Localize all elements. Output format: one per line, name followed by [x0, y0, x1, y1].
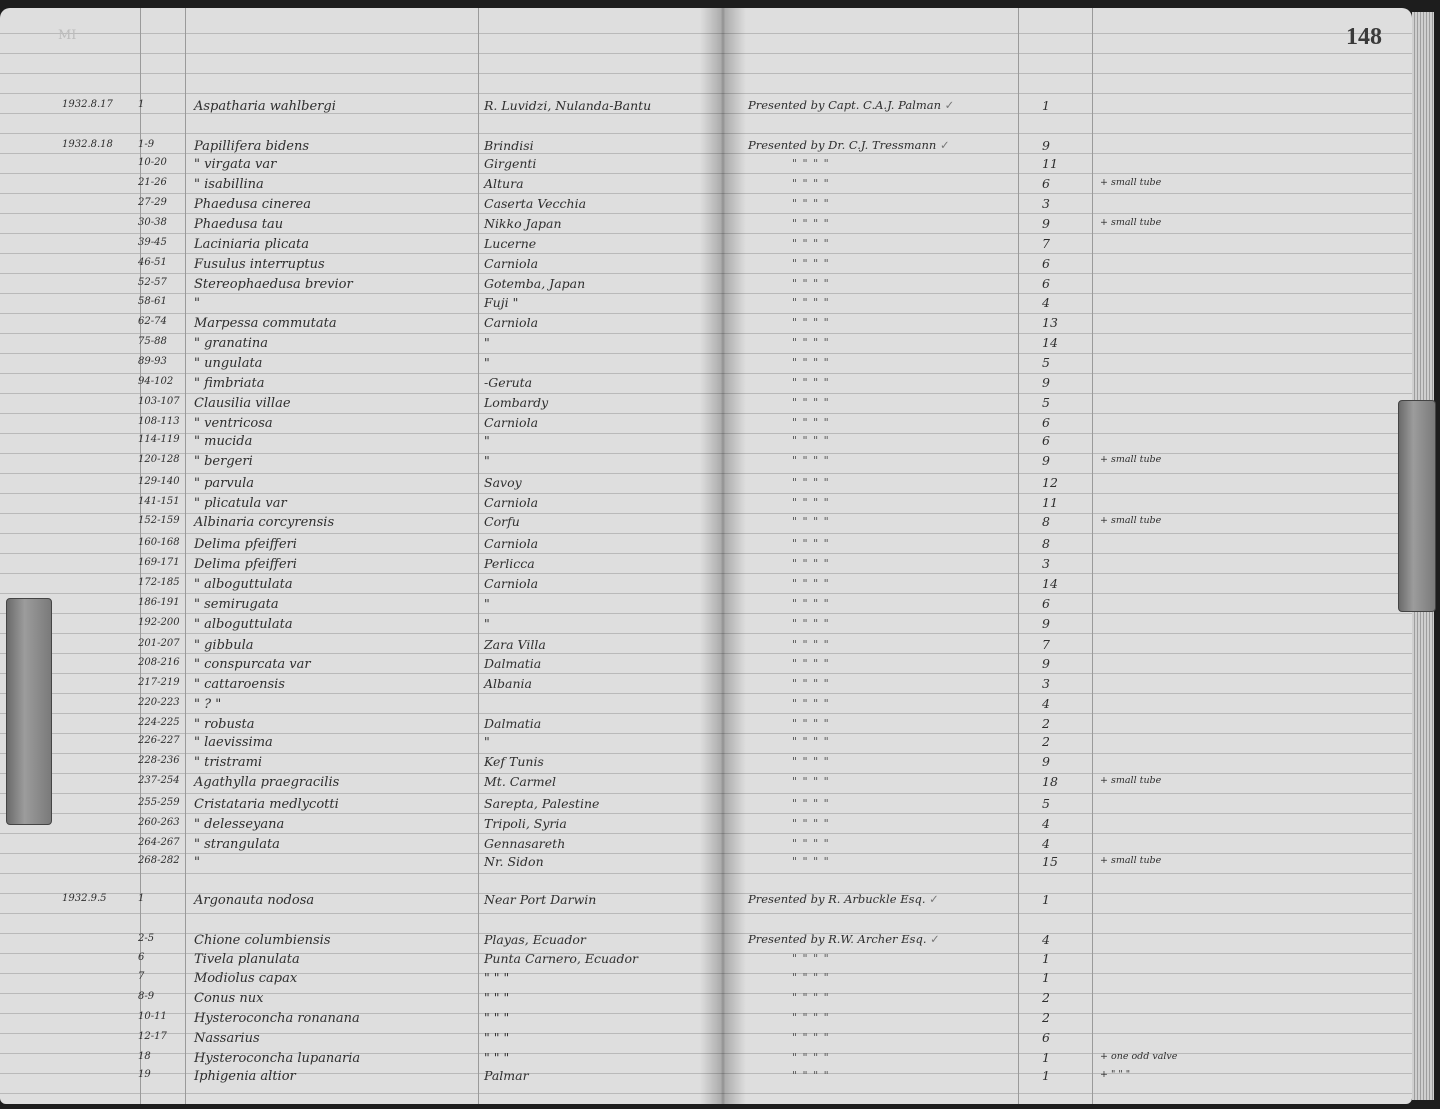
species-name: Modiolus capax	[194, 971, 298, 986]
register-number: 220-223	[138, 697, 180, 708]
donor-ditto: " " " "	[792, 617, 830, 630]
species-name: " gibbula	[194, 638, 254, 653]
donor-ditto: " " " "	[792, 657, 830, 670]
register-number: 58-61	[138, 296, 167, 307]
species-name: Delima pfeifferi	[194, 557, 297, 572]
species-name: Chione columbiensis	[194, 933, 331, 948]
register-number: 114-119	[138, 434, 180, 445]
specimen-count: 4	[1042, 932, 1050, 947]
remark: + small tube	[1100, 454, 1162, 465]
locality: Corfu	[484, 514, 520, 529]
donor-ditto: " " " "	[792, 1031, 830, 1044]
register-number: 12-17	[138, 1031, 167, 1042]
donor-ditto: " " " "	[792, 296, 830, 309]
locality: Carniola	[484, 495, 539, 510]
donor-ditto: " " " "	[792, 817, 830, 830]
specimen-count: 6	[1042, 433, 1050, 448]
donor-ditto: " " " "	[792, 577, 830, 590]
column-rule	[478, 8, 479, 1104]
species-name: " isabillina	[194, 177, 264, 192]
register-number: 260-263	[138, 817, 180, 828]
locality: Brindisi	[484, 138, 534, 153]
species-name: Papillifera bidens	[194, 139, 310, 154]
species-name: Marpessa commutata	[194, 316, 337, 331]
donor-ditto: " " " "	[792, 434, 830, 447]
register-number: 108-113	[138, 416, 180, 427]
specimen-count: 5	[1042, 796, 1050, 811]
register-number: 18	[138, 1051, 151, 1062]
specimen-count: 1	[1042, 1050, 1050, 1065]
locality: "	[484, 734, 490, 749]
register-number: 224-225	[138, 717, 180, 728]
specimen-count: 9	[1042, 656, 1050, 671]
donor-ditto: " " " "	[792, 797, 830, 810]
register-number: 186-191	[138, 597, 180, 608]
specimen-count: 3	[1042, 556, 1050, 571]
locality: "	[484, 453, 490, 468]
species-name: Phaedusa tau	[194, 217, 284, 232]
specimen-count: 9	[1042, 754, 1050, 769]
register-number: 27-29	[138, 197, 167, 208]
specimen-count: 3	[1042, 196, 1050, 211]
species-name: " semirugata	[194, 597, 279, 612]
donor-ditto: " " " "	[792, 537, 830, 550]
locality: Sarepta, Palestine	[484, 796, 600, 811]
specimen-count: 2	[1042, 716, 1050, 731]
register-number: 226-227	[138, 735, 180, 746]
register-number: 160-168	[138, 537, 180, 548]
remark: + small tube	[1100, 855, 1162, 866]
donor-ditto: " " " "	[792, 157, 830, 170]
specimen-count: 6	[1042, 256, 1050, 271]
locality: Carniola	[484, 315, 539, 330]
species-name: Aspatharia wahlbergi	[194, 99, 336, 114]
locality: Lombardy	[484, 395, 549, 410]
species-name: " granatina	[194, 336, 269, 351]
locality: Nr. Sidon	[484, 854, 544, 869]
donor-ditto: " " " "	[792, 735, 830, 748]
locality: Caserta Vecchia	[484, 196, 587, 211]
column-rule	[185, 8, 186, 1104]
register-number: 208-216	[138, 657, 180, 668]
species-name: " conspurcata var	[194, 657, 311, 672]
donor-ditto: " " " "	[792, 717, 830, 730]
specimen-count: 2	[1042, 734, 1050, 749]
check-mark-icon: ✓	[925, 892, 939, 906]
register-number: 169-171	[138, 557, 180, 568]
specimen-count: 5	[1042, 395, 1050, 410]
donor-ditto: " " " "	[792, 376, 830, 389]
donor-ditto: " " " "	[792, 677, 830, 690]
locality: Gotemba, Japan	[484, 276, 586, 291]
donor-ditto: " " " "	[792, 277, 830, 290]
locality: " " "	[484, 1030, 510, 1045]
species-name: Iphigenia altior	[194, 1069, 296, 1084]
accession-date: 1932.8.17	[62, 99, 113, 110]
donor: Presented by R.W. Archer Esq. ✓	[748, 932, 940, 946]
locality: Lucerne	[484, 236, 537, 251]
remark: + small tube	[1100, 217, 1162, 228]
donor-ditto: " " " "	[792, 356, 830, 369]
register-number: 2-5	[138, 933, 155, 944]
specimen-count: 1	[1042, 892, 1050, 907]
register-number: 89-93	[138, 356, 167, 367]
species-name: " ventricosa	[194, 416, 273, 431]
locality: Zara Villa	[484, 637, 546, 652]
column-rule	[1018, 8, 1019, 1104]
register-number: 217-219	[138, 677, 180, 688]
locality: Perlicca	[484, 556, 535, 571]
register-number: 10-11	[138, 1011, 167, 1022]
species-name: " laevissima	[194, 735, 273, 750]
donor-ditto: " " " "	[792, 336, 830, 349]
accession-date: 1932.8.18	[62, 139, 113, 150]
register-number: 268-282	[138, 855, 180, 866]
left-page	[0, 8, 722, 1104]
register-number: 30-38	[138, 217, 167, 228]
locality: " " "	[484, 1050, 510, 1065]
species-name: Phaedusa cinerea	[194, 197, 311, 212]
locality: Albania	[484, 676, 532, 691]
donor-ditto: " " " "	[792, 697, 830, 710]
specimen-count: 7	[1042, 236, 1050, 251]
specimen-count: 8	[1042, 536, 1050, 551]
locality: Near Port Darwin	[484, 892, 597, 907]
donor-ditto: " " " "	[792, 775, 830, 788]
specimen-count: 14	[1042, 335, 1058, 350]
register-number: 52-57	[138, 277, 167, 288]
locality: " " "	[484, 990, 510, 1005]
register-number: 141-151	[138, 496, 180, 507]
specimen-count: 3	[1042, 676, 1050, 691]
species-name: " bergeri	[194, 454, 253, 469]
species-name: " plicatula var	[194, 496, 287, 511]
corner-mark: MI	[58, 28, 77, 43]
register-number: 237-254	[138, 775, 180, 786]
species-name: " parvula	[194, 476, 255, 491]
specimen-count: 9	[1042, 453, 1050, 468]
donor-ditto: " " " "	[792, 476, 830, 489]
locality: Dalmatia	[484, 716, 542, 731]
donor-ditto: " " " "	[792, 837, 830, 850]
specimen-count: 1	[1042, 1068, 1050, 1083]
species-name: " alboguttulata	[194, 617, 293, 632]
register-number: 75-88	[138, 336, 167, 347]
species-name: " ungulata	[194, 356, 263, 371]
register-number: 6	[138, 952, 145, 963]
register-number: 10-20	[138, 157, 167, 168]
species-name: " cattaroensis	[194, 677, 285, 692]
species-name: Conus nux	[194, 991, 264, 1006]
donor-ditto: " " " "	[792, 496, 830, 509]
remark: + small tube	[1100, 177, 1162, 188]
register-number: 172-185	[138, 577, 180, 588]
species-name: Stereophaedusa brevior	[194, 277, 353, 292]
donor-ditto: " " " "	[792, 316, 830, 329]
donor-ditto: " " " "	[792, 237, 830, 250]
donor-ditto: " " " "	[792, 557, 830, 570]
column-rule	[1092, 8, 1093, 1104]
register-number: 7	[138, 971, 145, 982]
donor-ditto: " " " "	[792, 416, 830, 429]
remark: + " " "	[1100, 1069, 1131, 1080]
species-name: " mucida	[194, 434, 253, 449]
donor-ditto: " " " "	[792, 454, 830, 467]
locality: Punta Carnero, Ecuador	[484, 951, 638, 966]
donor-ditto: " " " "	[792, 1011, 830, 1024]
donor-ditto: " " " "	[792, 991, 830, 1004]
locality: " " "	[484, 1010, 510, 1025]
locality: Kef Tunis	[484, 754, 544, 769]
donor: Presented by Capt. C.A.J. Palman ✓	[748, 98, 955, 112]
locality: "	[484, 596, 490, 611]
donor: Presented by Dr. C.J. Tressmann ✓	[748, 138, 950, 152]
species-name: "	[194, 296, 200, 311]
locality: "	[484, 355, 490, 370]
species-name: Fusulus interruptus	[194, 257, 325, 272]
donor-ditto: " " " "	[792, 638, 830, 651]
specimen-count: 1	[1042, 951, 1050, 966]
locality: -Geruta	[484, 375, 533, 390]
locality: Carniola	[484, 536, 539, 551]
locality: Altura	[484, 176, 524, 191]
register-number: 120-128	[138, 454, 180, 465]
locality: Playas, Ecuador	[484, 932, 586, 947]
register-number: 46-51	[138, 257, 167, 268]
page-number: 148	[1346, 24, 1382, 50]
register-number: 19	[138, 1069, 151, 1080]
locality: "	[484, 616, 490, 631]
register-number: 1-9	[138, 139, 155, 150]
register-number: 201-207	[138, 638, 180, 649]
species-name: Laciniaria plicata	[194, 237, 310, 252]
register-number: 152-159	[138, 515, 180, 526]
specimen-count: 6	[1042, 596, 1050, 611]
donor-ditto: " " " "	[792, 971, 830, 984]
locality: Girgenti	[484, 156, 537, 171]
locality: R. Luvidzi, Nulanda-Bantu	[484, 98, 652, 113]
specimen-count: 9	[1042, 138, 1050, 153]
specimen-count: 6	[1042, 415, 1050, 430]
donor-ditto: " " " "	[792, 597, 830, 610]
species-name: Argonauta nodosa	[194, 893, 315, 908]
donor-ditto: " " " "	[792, 855, 830, 868]
species-name: " ? "	[194, 697, 222, 712]
register-number: 255-259	[138, 797, 180, 808]
specimen-count: 9	[1042, 216, 1050, 231]
index-tab-right	[1398, 400, 1436, 612]
specimen-count: 5	[1042, 355, 1050, 370]
locality: Carniola	[484, 415, 539, 430]
species-name: Albinaria corcyrensis	[194, 515, 335, 530]
donor-ditto: " " " "	[792, 197, 830, 210]
register-number: 21-26	[138, 177, 167, 188]
species-name: " strangulata	[194, 837, 280, 852]
specimen-count: 14	[1042, 576, 1058, 591]
species-name: " tristrami	[194, 755, 263, 770]
register-number: 1	[138, 893, 145, 904]
locality: Mt. Carmel	[484, 774, 557, 789]
specimen-count: 7	[1042, 637, 1050, 652]
register-number: 62-74	[138, 316, 167, 327]
specimen-count: 8	[1042, 514, 1050, 529]
donor-ditto: " " " "	[792, 177, 830, 190]
species-name: Delima pfeifferi	[194, 537, 297, 552]
locality: Dalmatia	[484, 656, 542, 671]
check-mark-icon: ✓	[941, 98, 955, 112]
specimen-count: 4	[1042, 295, 1050, 310]
species-name: " delesseyana	[194, 817, 285, 832]
accession-date: 1932.9.5	[62, 893, 107, 904]
specimen-count: 2	[1042, 1010, 1050, 1025]
register-number: 103-107	[138, 396, 180, 407]
register-number: 129-140	[138, 476, 180, 487]
specimen-count: 4	[1042, 836, 1050, 851]
specimen-count: 6	[1042, 1030, 1050, 1045]
specimen-count: 15	[1042, 854, 1058, 869]
index-tab-left	[6, 598, 52, 825]
remark: + small tube	[1100, 515, 1162, 526]
species-name: Cristataria medlycotti	[194, 797, 339, 812]
specimen-count: 18	[1042, 774, 1058, 789]
donor-ditto: " " " "	[792, 396, 830, 409]
remark: + one odd valve	[1100, 1051, 1178, 1062]
locality: Gennasareth	[484, 836, 566, 851]
species-name: Agathylla praegracilis	[194, 775, 340, 790]
species-name: Nassarius	[194, 1031, 260, 1046]
donor-ditto: " " " "	[792, 257, 830, 270]
specimen-count: 6	[1042, 276, 1050, 291]
locality: Palmar	[484, 1068, 529, 1083]
specimen-count: 2	[1042, 990, 1050, 1005]
species-name: " fimbriata	[194, 376, 265, 391]
species-name: " alboguttulata	[194, 577, 293, 592]
register-number: 192-200	[138, 617, 180, 628]
register-number: 264-267	[138, 837, 180, 848]
donor-ditto: " " " "	[792, 1069, 830, 1082]
locality: Savoy	[484, 475, 522, 490]
species-name: " robusta	[194, 717, 255, 732]
register-number: 1	[138, 99, 145, 110]
locality: Tripoli, Syria	[484, 816, 567, 831]
species-name: Clausilia villae	[194, 396, 291, 411]
donor-ditto: " " " "	[792, 515, 830, 528]
locality: Carniola	[484, 576, 539, 591]
specimen-count: 1	[1042, 98, 1050, 113]
register-number: 8-9	[138, 991, 155, 1002]
species-name: " virgata var	[194, 157, 277, 172]
specimen-count: 9	[1042, 375, 1050, 390]
locality: Fuji "	[484, 295, 519, 310]
register-number: 94-102	[138, 376, 174, 387]
locality: Carniola	[484, 256, 539, 271]
locality: " " "	[484, 970, 510, 985]
check-mark-icon: ✓	[936, 138, 950, 152]
locality: "	[484, 335, 490, 350]
donor: Presented by R. Arbuckle Esq. ✓	[748, 892, 939, 906]
species-name: "	[194, 855, 200, 870]
species-name: Tivela planulata	[194, 952, 300, 967]
donor-ditto: " " " "	[792, 952, 830, 965]
register-number: 228-236	[138, 755, 180, 766]
donor-ditto: " " " "	[792, 217, 830, 230]
specimen-count: 12	[1042, 475, 1058, 490]
specimen-count: 6	[1042, 176, 1050, 191]
donor-ditto: " " " "	[792, 1051, 830, 1064]
locality: Nikko Japan	[484, 216, 562, 231]
specimen-count: 4	[1042, 816, 1050, 831]
species-name: Hysteroconcha ronanana	[194, 1011, 360, 1026]
remark: + small tube	[1100, 775, 1162, 786]
specimen-count: 1	[1042, 970, 1050, 985]
donor-ditto: " " " "	[792, 755, 830, 768]
locality: "	[484, 433, 490, 448]
specimen-count: 11	[1042, 495, 1058, 510]
species-name: Hysteroconcha lupanaria	[194, 1051, 361, 1066]
register-number: 39-45	[138, 237, 167, 248]
check-mark-icon: ✓	[926, 932, 940, 946]
specimen-count: 11	[1042, 156, 1058, 171]
specimen-count: 4	[1042, 696, 1050, 711]
specimen-count: 13	[1042, 315, 1058, 330]
specimen-count: 9	[1042, 616, 1050, 631]
